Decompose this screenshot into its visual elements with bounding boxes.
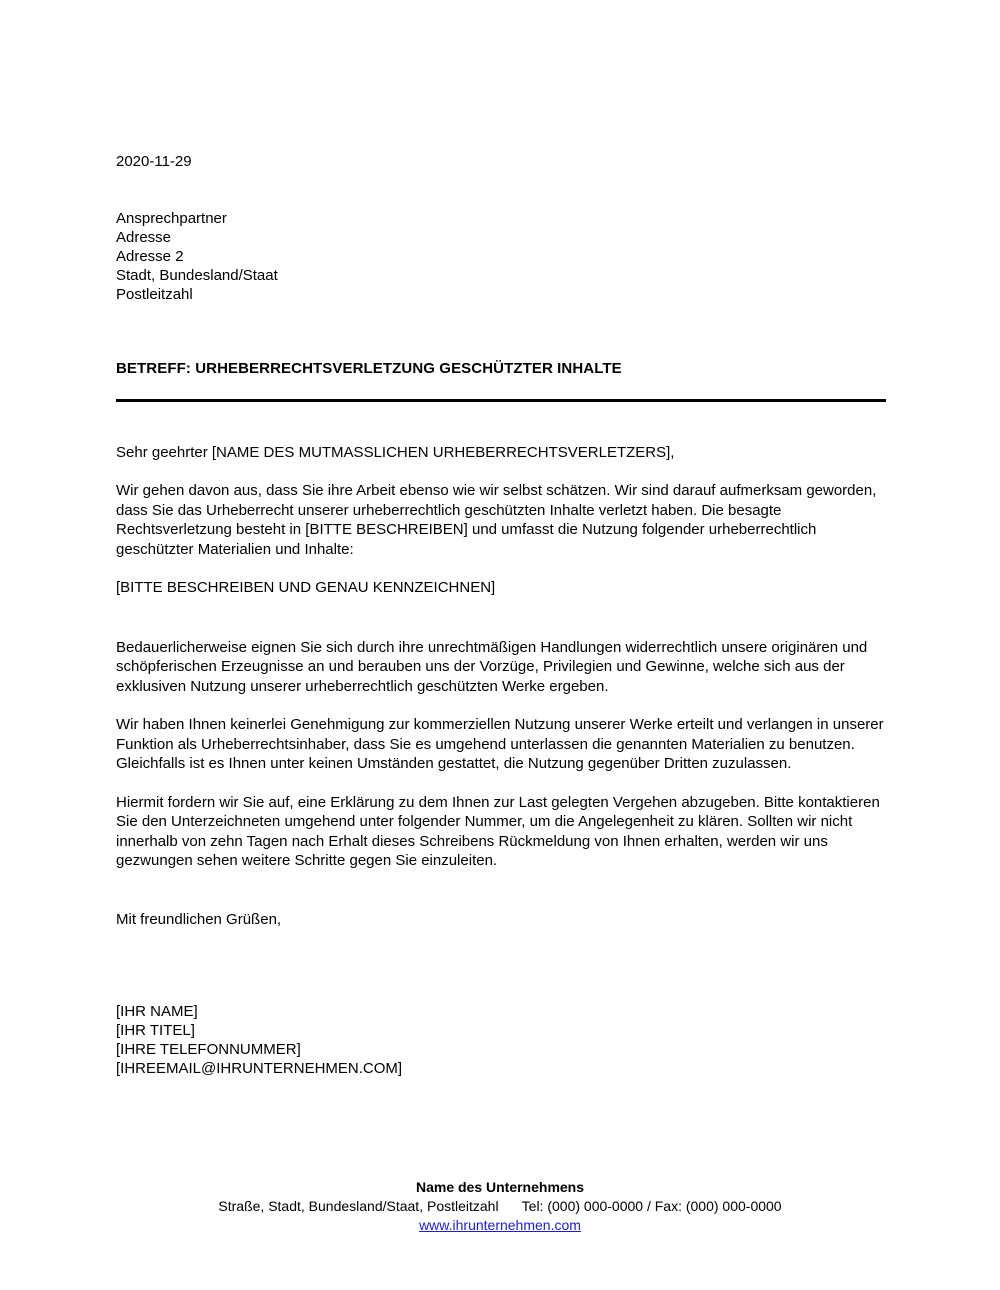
recipient-postal-code: Postleitzahl	[116, 286, 193, 303]
footer-website	[0, 1216, 1000, 1235]
materials-placeholder: [BITTE BESCHREIBEN UND GENAU KENNZEICHNEN]	[116, 579, 496, 596]
recipient-city-state: Stadt, Bundesland/Staat	[116, 267, 278, 284]
signature-block	[116, 1002, 886, 1078]
body-paragraph-4: Hiermit fordern wir Sie auf, eine Erklärung zu dem Ihnen zur Last gelegten Vergehen abzugeben. Bitte kontaktieren Sie den Unterzeichneten umgehend unter folgender Nummer, um die Angelegenheit zu klären. Sollten wir nicht innerhalb von zehn Tagen nach Erhalt dieses Schreibens Rückmeldung von Ihnen erhalten, werden wir uns gezwungen sehen weitere Schritte gegen Sie einzuleiten.	[116, 793, 880, 869]
signature-phone: [IHRE TELEFONNUMMER]	[116, 1040, 301, 1058]
letter-body	[116, 0, 886, 1078]
recipient-address-1: Adresse	[116, 229, 172, 246]
recipient-contact: Ansprechpartner	[116, 210, 227, 227]
signature-title: [IHR TITEL]	[116, 1021, 195, 1039]
footer-website-link[interactable]: www.ihrunternehmen.com	[419, 1217, 581, 1233]
salutation: Sehr geehrter [NAME DES MUTMASSLICHEN URHEBERRECHTSVERLETZERS],	[116, 444, 675, 461]
recipient-address-2: Adresse 2	[116, 248, 184, 265]
recipient-address-block	[116, 209, 886, 304]
signature-name: [IHR NAME]	[116, 1002, 198, 1020]
header-divider-rule	[116, 399, 886, 402]
body-paragraph-2: Bedauerlicherweise eignen Sie sich durch ihre unrechtmäßigen Handlungen widerrechtlich unsere originären und schöpferischen Erzeugnisse an und berauben uns der Vorzüge, Privilegien und Gewinne, welche sich aus der exklusiven Nutzung unserer urheberrechtlich geschützten Werke ergeben.	[116, 638, 868, 695]
page-footer	[0, 1178, 1000, 1235]
footer-contact-line: Straße, Stadt, Bundesland/Staat, Postleitzahl Tel: (000) 000-0000 / Fax: (000) 000-0000	[218, 1198, 782, 1214]
body-paragraph-3: Wir haben Ihnen keinerlei Genehmigung zur kommerziellen Nutzung unserer Werke erteilt und verlangen in unserer Funktion als Urheberrechtsinhaber, dass Sie es umgehend unterlassen die genannten Materialien zu benutzen. Gleichfalls ist es Ihnen unter keinen Umständen gestattet, die Nutzung gegenüber Dritten zuzulassen.	[116, 716, 884, 772]
footer-company-name: Name des Unternehmens	[415, 1179, 585, 1195]
letter-date: 2020-11-29	[116, 153, 192, 170]
closing-salutation: Mit freundlichen Grüßen,	[116, 910, 282, 928]
subject-line: BETREFF: URHEBERRECHTSVERLETZUNG GESCHÜTZTER INHALTE	[116, 360, 622, 377]
signature-email: [IHREEMAIL@IHRUNTERNEHMEN.COM]	[116, 1059, 403, 1077]
body-paragraph-1: Wir gehen davon aus, dass Sie ihre Arbeit ebenso wie wir selbst schätzen. Wir sind darauf aufmerksam geworden, dass Sie das Urheberrecht unserer urheberrechtlich geschützten Inhalte verletzt haben. Die besagte Rechtsverletzung besteht in [BITTE BESCHREIBEN] und umfasst die Nutzung folgender urheberrechtlich geschützter Materialien und Inhalte:	[116, 482, 877, 558]
